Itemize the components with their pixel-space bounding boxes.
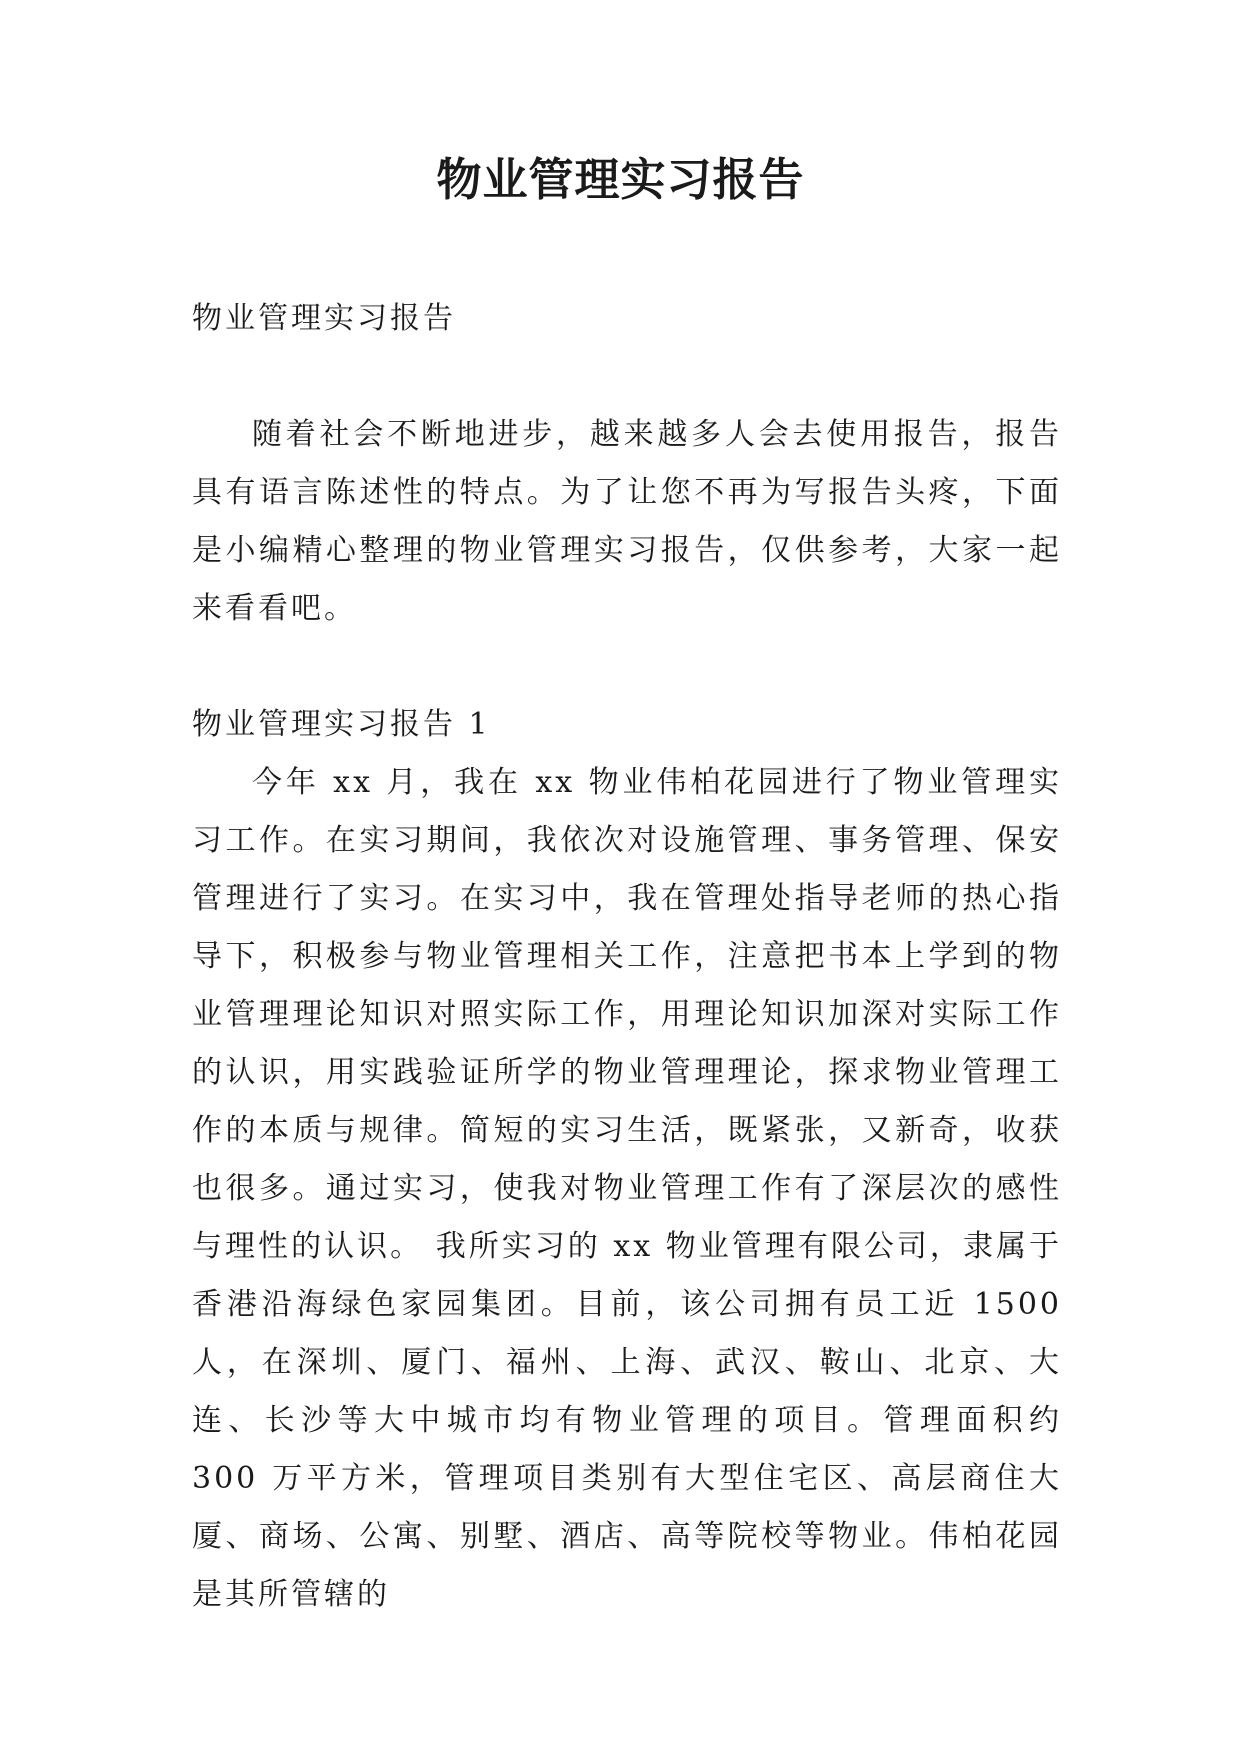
paragraph-spacer (192, 348, 1062, 406)
document-title: 物业管理实习报告 (436, 153, 805, 206)
intro-paragraph: 随着社会不断地进步，越来越多人会去使用报告，报告具有语言陈述性的特点。为了让您不再为写报告头疼，下面是小编精心整理的物业管理实习报告，仅供参考，大家一起来看看吧。 (192, 417, 1062, 626)
section-heading: 物业管理实习报告 1 (192, 707, 491, 742)
section-body-paragraph: 今年 xx 月，我在 xx 物业伟柏花园进行了物业管理实习工作。在实习期间，我依次对设施管理、事务管理、保安管理进行了实习。在实习中，我在管理处指导老师的热心指导下，积极参与物业管理相关工作，注意把书本上学到的物业管理理论知识对照实际工作，用理论知识加深对实际工作的认识，用实践验证所学的物业管理理论，探求物业管理工作的本质与规律。简短的实习生活，既紧张，又新奇，收获也很多。通过实习，使我对物业管理工作有了深层次的感性与理性的认识。 我所实习的 xx 物业管理有限公司，隶属于香港沿海绿色家园集团。目前，该公司拥有员工近 1500 人，在深圳、厦门、福州、上海、武汉、鞍山、北京、大连、长沙等大中城市均有物业管理的项目。管理面积约 300 万平方米，管理项目类别有大型住宅区、高层商住大厦、商场、公寓、别墅、酒店、高等院校等物业。伟柏花园是其所管辖的 (192, 765, 1062, 1612)
paragraph-spacer (192, 638, 1062, 696)
document-subtitle: 物业管理实习报告 (192, 301, 456, 336)
document-body (192, 290, 1062, 1624)
